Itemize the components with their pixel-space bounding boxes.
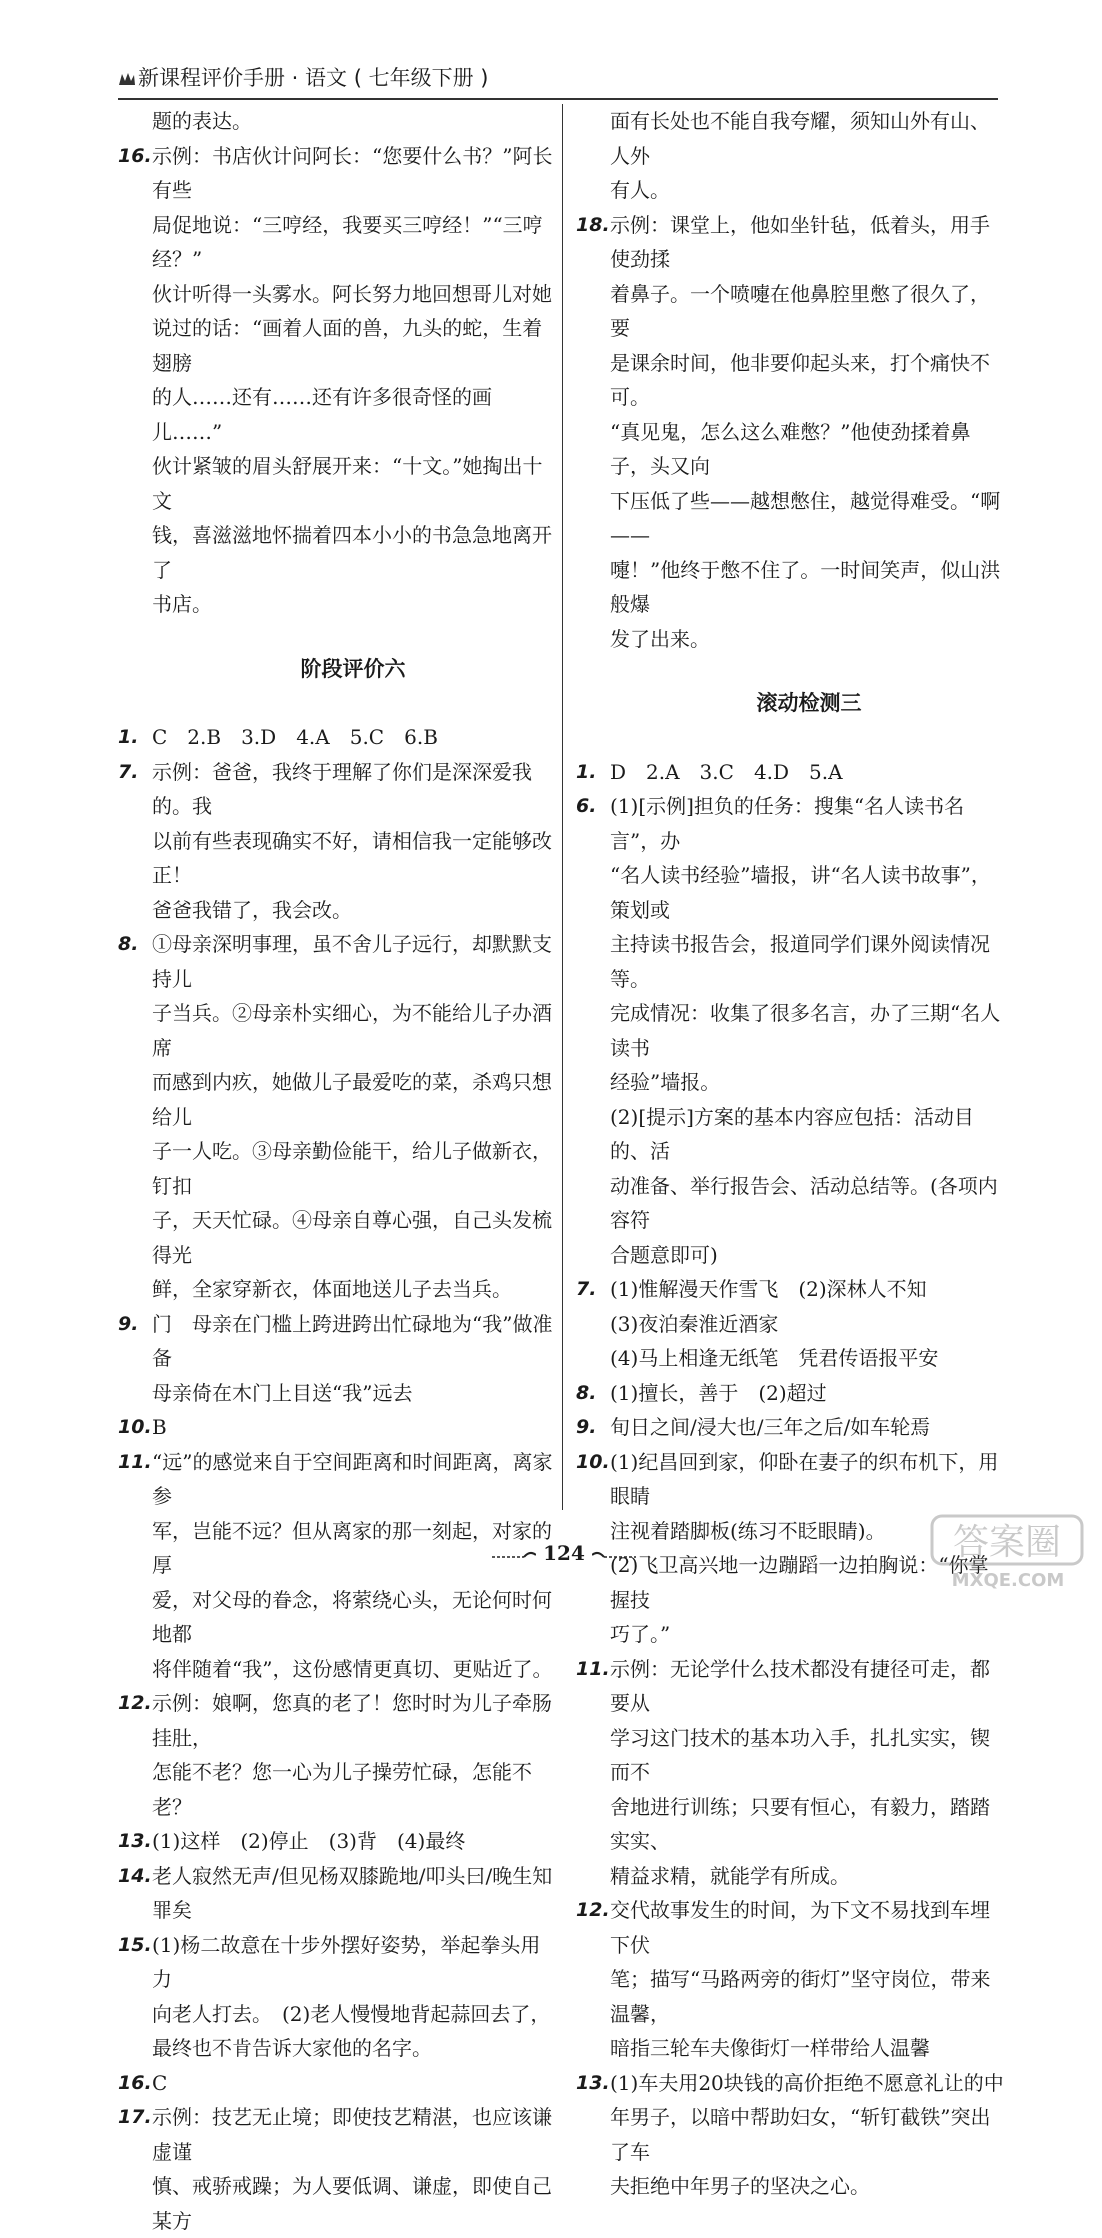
- answer-number: 9.: [576, 1416, 597, 1438]
- answer-line: 钱，喜滋滋地怀揣着四本小小的书急急地离开了: [152, 523, 552, 582]
- answer-line: “名人读书经验”墙报，讲“名人读书故事”，策划或: [610, 863, 991, 922]
- answer-line: (1)杨二故意在十步外摆好姿势，举起拳头用力: [152, 1932, 541, 1991]
- answer-line: C 2.B 3.D 4.A 5.C 6.B: [152, 725, 438, 749]
- answer-line: B: [152, 1415, 167, 1439]
- answer-line: 说过的话：“画着人面的兽，九头的蛇，生着翅膀: [152, 316, 543, 375]
- answer-line: 舍地进行训练；只要有恒心，有毅力，踏踏实实、: [610, 1794, 990, 1853]
- answer-number: 15.: [118, 1933, 152, 1956]
- answer-line: 军，岂能不远？但从离家的那一刻起，对家的厚: [152, 1518, 552, 1577]
- header-rule: [118, 98, 998, 100]
- answer-line: 的人……还有……还有许多很奇怪的画儿……”: [152, 385, 492, 444]
- answer-line: “远”的感觉来自于空间距离和时间距离，离家参: [152, 1449, 553, 1508]
- page-footer: [486, 1538, 642, 1568]
- answer-line: 母亲倚在木门上目送“我”远去: [152, 1380, 413, 1405]
- answer-line: D 2.A 3.C 4.D 5.A: [610, 759, 843, 784]
- answer-line: 发了出来。: [610, 626, 710, 651]
- answer-line: (4)马上相逢无纸笔 凭君传语报平安: [610, 1346, 939, 1370]
- answer-number: 11.: [576, 1657, 610, 1680]
- answer-number: 9.: [118, 1312, 139, 1335]
- answer-item: [118, 1928, 554, 2066]
- answer-line: 经验”墙报。: [610, 1070, 721, 1094]
- answer-line: (2)[提示]方案的基本内容应包括：活动目的、活: [610, 1104, 974, 1163]
- answer-line: (1)这样 (2)停止 (3)背 (4)最终: [152, 1829, 466, 1853]
- answer-item: [118, 720, 554, 755]
- page-number: 124: [543, 1541, 585, 1565]
- answer-line: 慎、戒骄戒躁；为人要低调、谦虚，即使自己某方: [152, 2174, 552, 2233]
- answer-item: [576, 789, 1008, 1272]
- answer-item: [576, 755, 1008, 790]
- header-title: 新课程评价手册 · 语文 ( 七年级下册 ): [138, 66, 489, 90]
- answer-item: [118, 2100, 554, 2238]
- right-column: [576, 104, 1008, 2204]
- answer-number: 8.: [118, 933, 139, 955]
- answer-line: 主持读书报告会，报道同学们课外阅读情况等。: [610, 932, 990, 991]
- answer-item: [576, 1376, 1008, 1411]
- answer-line: 向老人打去。 (2)老人慢慢地背起蒜回去了，: [152, 2001, 551, 2026]
- text-line: 面有长处也不能自我夸耀，须知山外有山、人外: [610, 109, 990, 168]
- answer-line: 笔；描写“马路两旁的街灯”坚守岗位，带来温馨，: [610, 1967, 991, 2026]
- answer-site-watermark-logo: [928, 1510, 1088, 1592]
- answer-line: ①母亲深明事理，虽不舍儿子远行，却默默支持儿: [152, 932, 552, 991]
- answer-item: [576, 2066, 1008, 2204]
- answer-item: [118, 1307, 554, 1411]
- text-line: 有人。: [610, 178, 670, 202]
- answer-line: C: [152, 2070, 168, 2095]
- answer-line: 示例：无论学什么技术都没有捷径可走，都要从: [610, 1656, 990, 1715]
- answer-item: [576, 208, 1008, 657]
- answer-number: 13.: [576, 2071, 610, 2094]
- text-line: 题的表达。: [152, 109, 252, 133]
- answer-line: (2)飞卫高兴地一边蹦蹈一边拍胸说：“你掌握技: [610, 1553, 989, 1612]
- answer-line: 爱，对父母的眷念，将萦绕心头，无论何时何地都: [152, 1587, 552, 1646]
- column-divider: [562, 104, 563, 1510]
- answer-line: 夫拒绝中年男子的坚决之心。: [610, 2174, 870, 2198]
- watermark-url-text: MXQE.COM: [951, 1570, 1065, 1591]
- answer-item: [118, 1410, 554, 1445]
- answer-line: 鲜，全家穿新衣，体面地送儿子去当兵。: [152, 1277, 512, 1301]
- answer-number: 1.: [576, 760, 597, 783]
- answer-line: 旬日之间/浸大也/三年之后/如车轮焉: [610, 1415, 931, 1439]
- answer-line: 年男子，以暗中帮助妇女，“斩钉截铁”突出了车: [610, 2105, 991, 2164]
- answer-line: 老人寂然无声/但见杨双膝跪地/叩头曰/晚生知: [152, 1863, 553, 1888]
- answer-number: 16.: [118, 144, 152, 167]
- answer-line: 着鼻子。一个喷嚏在他鼻腔里憋了很久了，要: [610, 281, 990, 340]
- answer-number: 6.: [576, 795, 597, 817]
- answer-number: 18.: [576, 213, 610, 236]
- answer-line: 怎能不老？您一心为儿子操劳忙碌，怎能不老？: [152, 1760, 532, 1819]
- answer-line: 子，天天忙碌。④母亲自尊心强，自己头发梳得光: [152, 1208, 552, 1267]
- answer-item: [118, 1824, 554, 1859]
- answer-item: [118, 927, 554, 1307]
- answer-line: 子一人吃。③母亲勤俭能干，给儿子做新衣，钉扣: [152, 1139, 552, 1198]
- answer-item: [576, 1272, 1008, 1376]
- running-header: [118, 58, 558, 98]
- answer-line: 是课余时间，他非要仰起头来，打个痛快不可。: [610, 350, 990, 409]
- answer-line: (1)擅长，善于 (2)超过: [610, 1380, 827, 1405]
- answer-line: 暗指三轮车夫像街灯一样带给人温馨: [610, 2036, 930, 2060]
- answer-item: [118, 1859, 554, 1928]
- answer-item: [118, 139, 554, 622]
- answer-line: 下压低了些——越想憋住，越觉得难受。“啊——: [610, 488, 1001, 547]
- answer-line: (1)车夫用20块钱的高价拒绝不愿意礼让的中: [610, 2070, 1004, 2095]
- right-continuation: [576, 104, 1008, 656]
- answer-line: 以前有些表现确实不好，请相信我一定能够改正！: [152, 828, 552, 887]
- answer-line: 交代故事发生的时间，为下文不易找到车埋下伏: [610, 1898, 990, 1957]
- answer-line: 爸爸我错了，我会改。: [152, 897, 352, 922]
- answer-item: [118, 2066, 554, 2101]
- answer-number: 12.: [118, 1692, 152, 1714]
- answer-line: 精益求精，就能学有所成。: [610, 1863, 850, 1888]
- answer-line: 最终也不肯告诉大家他的名字。: [152, 2036, 432, 2060]
- section-title-rolling-test-three: 滚动检测三: [756, 691, 862, 715]
- answer-number: 10.: [576, 1450, 610, 1473]
- left-answer-list: [118, 720, 554, 2238]
- answer-line: 而感到内疚，她做儿子最爱吃的菜，杀鸡只想给儿: [152, 1070, 552, 1129]
- answer-item: [118, 755, 554, 928]
- answer-line: 书店。: [152, 592, 212, 616]
- answer-line: 示例：课堂上，他如坐针毡，低着头，用手使劲揉: [610, 212, 990, 271]
- answer-number: 11.: [118, 1450, 152, 1473]
- answer-number: 1.: [118, 726, 139, 748]
- answer-number: 10.: [118, 1416, 152, 1438]
- answer-line: (3)夜泊秦淮近酒家: [610, 1311, 779, 1336]
- answer-line: 罪矣: [152, 1898, 192, 1922]
- left-continuation: [118, 104, 554, 622]
- answer-line: (1)惟解漫天作雪飞 (2)深林人不知: [610, 1277, 927, 1301]
- publisher-logo-icon: [118, 71, 136, 87]
- answer-line: 示例：娘啊，您真的老了！您时时为儿子牵肠挂肚，: [152, 1691, 552, 1750]
- section-title-stage-six: 阶段评价六: [300, 656, 406, 681]
- answer-line: “真见鬼，怎么这么难憋？”他使劲揉着鼻子，头又向: [610, 419, 971, 478]
- answer-item: [118, 1686, 554, 1824]
- answer-line: 示例：爸爸，我终于理解了你们是深深爱我的。我: [152, 759, 532, 818]
- answer-number: 12.: [576, 1899, 610, 1921]
- left-ornament-icon: [492, 1549, 536, 1561]
- answer-number: 7.: [118, 760, 139, 783]
- answer-line: 学习这门技术的基本功入手，扎扎实实，锲而不: [610, 1725, 990, 1784]
- answer-line: 伙计听得一头雾水。阿长努力地回想哥儿对她: [152, 281, 552, 306]
- answer-line: 子当兵。②母亲朴实细心，为不能给儿子办酒席: [152, 1001, 552, 1060]
- watermark-brand-text: 答案圈: [952, 1522, 1062, 1563]
- right-ornament-icon: [592, 1549, 636, 1561]
- answer-item: [576, 1410, 1008, 1445]
- answer-line: 合题意即可): [610, 1242, 718, 1267]
- answer-item: [576, 1652, 1008, 1894]
- left-column: [118, 104, 554, 2238]
- answer-line: 动准备、举行报告会、活动总结等。(各项内容符: [610, 1173, 998, 1232]
- answer-item: [576, 1893, 1008, 2066]
- answer-line: 示例：技艺无止境；即使技艺精湛，也应该谦虚谨: [152, 2105, 552, 2164]
- answer-number: 8.: [576, 1381, 597, 1404]
- answer-line: 伙计紧皱的眉头舒展开来：“十文。”她掏出十文: [152, 454, 543, 513]
- answer-number: 17.: [118, 2106, 152, 2128]
- answer-line: 将伴随着“我”，这份感情更真切、更贴近了。: [152, 1656, 553, 1681]
- answer-line: (1)[示例]担负的任务：搜集“名人读书名言”，办: [610, 794, 965, 853]
- answer-line: 门 母亲在门槛上跨进跨出忙碌地为“我”做准备: [152, 1311, 553, 1370]
- answer-line: 局促地说：“三哼经，我要买三哼经！”“三哼经？”: [152, 212, 543, 271]
- answer-number: 7.: [576, 1278, 597, 1300]
- answer-line: (1)纪昌回到家，仰卧在妻子的织布机下，用眼睛: [610, 1449, 999, 1508]
- answer-line: 注视着踏脚板(练习不眨眼睛)。: [610, 1518, 886, 1543]
- answer-number: 13.: [118, 1830, 152, 1852]
- answer-line: 示例：书店伙计问阿长：“您要什么书？”阿长有些: [152, 143, 553, 202]
- answer-number: 16.: [118, 2071, 152, 2094]
- answer-line: 巧了。”: [610, 1622, 671, 1646]
- answer-line: 完成情况：收集了很多名言，办了三期“名人读书: [610, 1001, 1001, 1060]
- right-answer-list: [576, 755, 1008, 2204]
- answer-line: 嚏！”他终于憋不住了。一时间笑声，似山洪般爆: [610, 557, 1001, 616]
- answer-number: 14.: [118, 1864, 152, 1887]
